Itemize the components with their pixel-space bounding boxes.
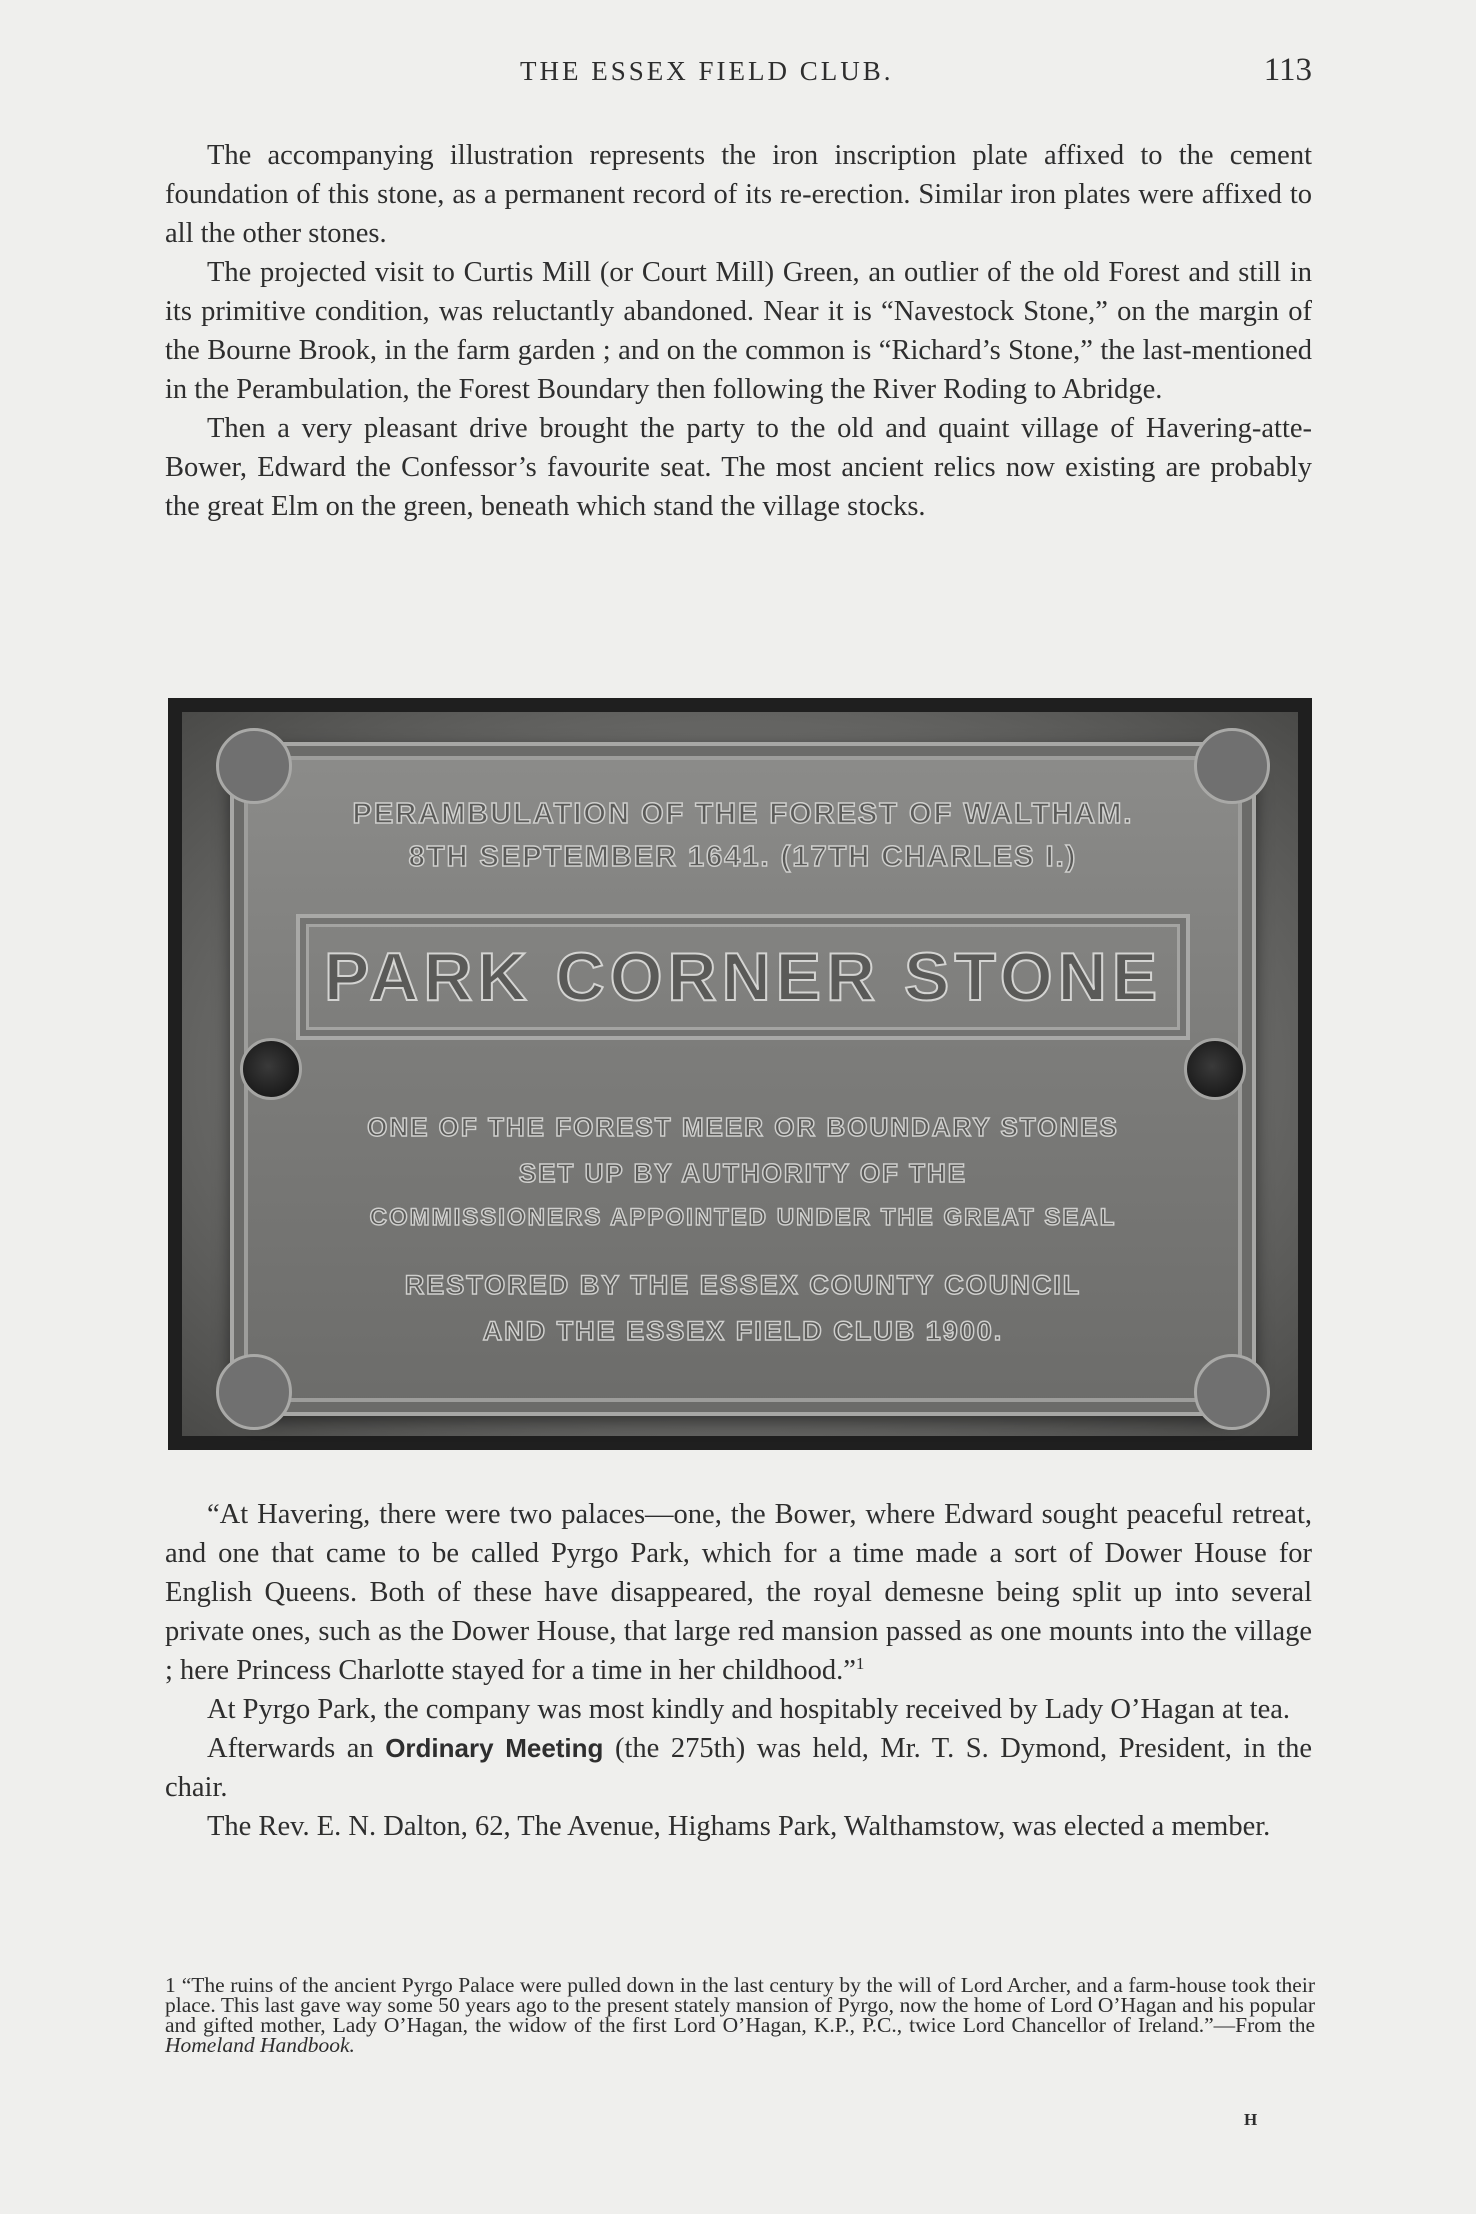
plate-inscription-line: ONE OF THE FOREST MEER OR BOUNDARY STONES <box>367 1112 1119 1142</box>
meeting-detail: (the 275th) was held, Mr. T. S. Dymond, President, in the chair. <box>165 1733 1312 1803</box>
paragraph-curtis-mill: The projected visit to Curtis Mill (or Court Mill) Green, an outlier of the old Forest and still in its primitive condition, was reluctantly abandoned. Near it is “Navestock Stone,” on the margin of the Bourne Brook, in the farm garden ; and on the common is “Richard’s Stone,” the last-mentioned in the Perambulation, the Forest Boundary then following the River Roding to Abridge. <box>165 257 1312 405</box>
iron-plate <box>230 742 1256 1416</box>
plate-inscription-line: AND THE ESSEX FIELD CLUB 1900. <box>482 1316 1004 1346</box>
top-text <box>165 136 1312 526</box>
running-head <box>165 52 1312 96</box>
footnote-text: “The ruins of the ancient Pyrgo Palace were pulled down in the last century by the will of Lord Archer, and a farm-house took their place. This last gave way some 50 years ago to the present stately mansion of Pyrgo, now the home of Lord O’Hagan and his popular and gifted mother, Lady O’Hagan, the widow of the first Lord O’Hagan, K.P., P.C., twice Lord Chancellor of Ireland.”—From the <box>165 1973 1315 2037</box>
paragraph-havering: Then a very pleasant drive brought the party to the old and quaint village of Havering-atte-Bower, Edward the Confessor’s favourite seat. The most ancient relics now existing are probably the great Elm on the green, beneath which stand the village stocks. <box>165 413 1312 522</box>
plate-inscription-line: 8TH SEPTEMBER 1641. (17TH CHARLES I.) <box>408 841 1078 873</box>
footnote-source: Homeland Handbook. <box>165 2033 355 2057</box>
plate-inscription-line: COMMISSIONERS APPOINTED UNDER THE GREAT SEAL <box>369 1204 1117 1231</box>
bottom-text <box>165 1495 1312 1846</box>
footnote-reference: 1 <box>855 1654 865 1673</box>
plate-corner <box>1194 1354 1270 1430</box>
paragraph-meeting <box>165 1729 1312 1807</box>
meeting-heading: Ordinary Meeting <box>385 1733 604 1763</box>
page-number: 113 <box>1263 52 1312 88</box>
running-title: THE ESSEX FIELD CLUB. <box>520 56 894 86</box>
quote-text: “At Havering, there were two palaces—one, the Bower, where Edward sought peaceful retreat, and one that came to be called Pyrgo Park, which for a time made a sort of Dower House for English Queens. Both of these have disappeared, the royal demesne being split up into several private ones, such as the Dower House, that large red mansion passed as one mounts into the village ; here Princess Charlotte stayed for a time in her childhood.” <box>165 1499 1312 1686</box>
paragraph-election: The Rev. E. N. Dalton, 62, The Avenue, Highams Park, Walthamstow, was elected a member. <box>207 1811 1271 1842</box>
plate-title-frame <box>296 914 1190 1040</box>
bolt-hole-left <box>240 1038 302 1100</box>
paragraph-quote <box>165 1495 1312 1690</box>
paragraph-pyrgo: At Pyrgo Park, the company was most kindly and hospitably received by Lady O’Hagan at tea. <box>207 1694 1291 1725</box>
plate-inscription-line: SET UP BY AUTHORITY OF THE <box>518 1158 968 1188</box>
plate-corner <box>1194 728 1270 804</box>
plate-corner <box>216 728 292 804</box>
plate-title: PARK CORNER STONE <box>323 939 1163 1015</box>
plate-inscription-line: RESTORED BY THE ESSEX COUNTY COUNCIL <box>404 1270 1082 1300</box>
meeting-lead: Afterwards an <box>207 1733 374 1764</box>
bolt-hole-right <box>1184 1038 1246 1100</box>
footnote-mark: 1 <box>165 1973 176 1997</box>
inscription-plate-photo <box>168 698 1312 1450</box>
signature-mark: H <box>1244 2110 1258 2129</box>
plate-corner <box>216 1354 292 1430</box>
paragraph-illustration: The accompanying illustration represents the iron inscription plate affixed to the cement foundation of this stone, as a permanent record of its re-erection. Similar iron plates were affixed to all the other stones. <box>165 140 1312 249</box>
plate-inscription-line: PERAMBULATION OF THE FOREST OF WALTHAM. <box>352 798 1134 830</box>
footnote <box>165 1975 1315 2055</box>
